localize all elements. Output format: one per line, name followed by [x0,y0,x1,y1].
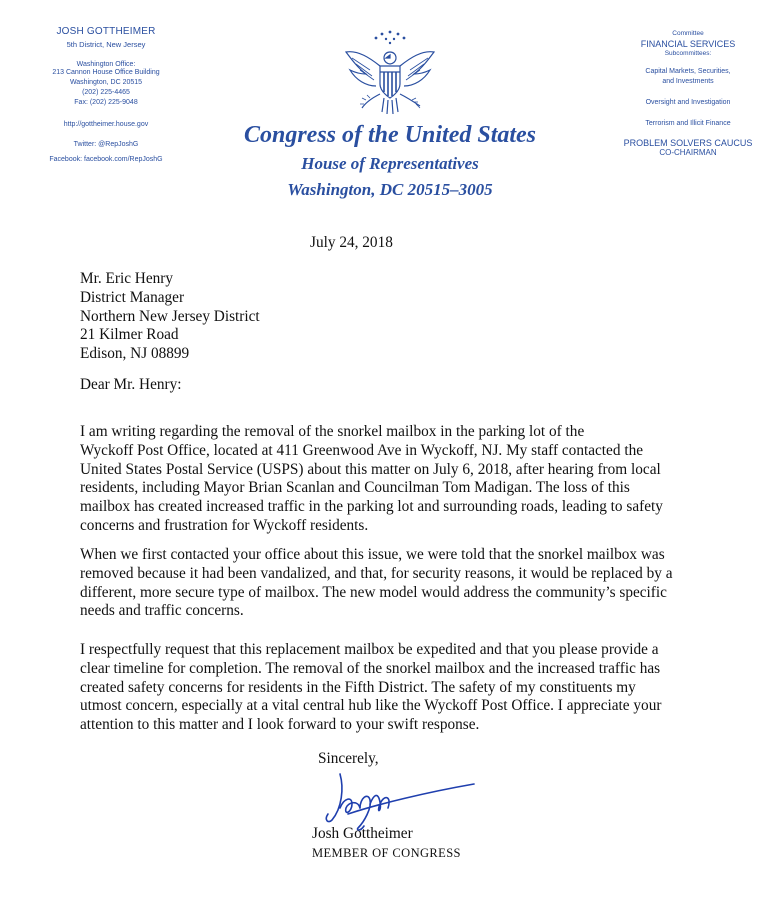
body-line: United States Postal Service (USPS) about this matter on July 6, 2018, after hearing from local [80,460,661,478]
congress-title: Congress of the United States [243,122,537,148]
recipient-line: Northern New Jersey District [80,307,260,325]
office-phone: (202) 225-4465 [82,89,130,96]
location-line: Washington, DC 20515–3005 [287,180,493,199]
signer-title: MEMBER OF CONGRESS [312,845,461,860]
body-line: Wyckoff Post Office, located at 411 Greenwood Ave in Wyckoff, NJ. My staff contacted the [80,441,644,459]
website-link[interactable]: http://gottheimer.house.gov [63,121,149,128]
recipient-line: 21 Kilmer Road [80,326,179,344]
caucus-role: CO-CHAIRMAN [659,148,717,157]
body-line: needs and traffic concerns. [80,602,244,620]
subcommittee-item: Terrorism and Illicit Finance [645,120,731,127]
caucus-name: PROBLEM SOLVERS CAUCUS [623,138,753,148]
subcommittees-label: Subcommittees: [664,50,712,57]
office-address-line: Washington, DC 20515 [69,79,143,86]
recipient-line: District Manager [80,288,185,306]
eagle-seal-icon [340,28,440,120]
body-paragraph-2 [80,546,700,621]
signer-block [312,825,461,863]
body-line: I am writing regarding the removal of the snorkel mailbox in the parking lot of the [80,423,585,440]
committee-label: Committee [672,30,704,37]
body-line: residents, including Mayor Brian Scanlan and Councilman Tom Madigan. The loss of this [80,479,630,497]
office-address-line: 213 Cannon House Office Building [52,69,160,76]
body-line: different, more secure type of mailbox. The new model would address the community’s specific [80,583,667,601]
recipient-line: Edison, NJ 08899 [80,345,190,363]
body-line: concerns and frustration for Wyckoff residents. [80,516,369,534]
body-line: When we first contacted your office about this issue, we were told that the snorkel mailbox was [80,546,665,563]
body-paragraph-3 [80,641,700,735]
facebook-link[interactable]: Facebook: facebook.com/RepJoshG [49,156,163,163]
letter-date: July 24, 2018 [310,234,393,251]
body-line: attention to this matter and I look forward to your swift response. [80,716,480,734]
committee-name: FINANCIAL SERVICES [640,39,736,49]
body-line: I respectfully request that this replacement mailbox be expedited and that you please provide a [80,641,659,658]
body-line: removed because it had been vandalized, and that, for security reasons, it would be replaced by a [80,564,673,582]
twitter-handle[interactable]: Twitter: @RepJoshG [73,141,139,148]
closing: Sincerely, [318,750,379,767]
subcommittee-item: and Investments [662,78,714,85]
letterhead-left [6,26,206,163]
office-fax: Fax: (202) 225-9048 [74,99,138,106]
letterhead-right [598,30,778,157]
body-line: mailbox has created increased traffic in the parking lot and surrounding roads, leading to safety [80,498,663,516]
member-district: 5th District, New Jersey [66,40,146,49]
office-heading: Washington Office: [76,61,136,68]
recipient-line: Mr. Eric Henry [80,270,174,287]
member-name: JOSH GOTTHEIMER [56,26,156,37]
body-paragraph-1 [80,423,700,536]
subcommittee-item: Oversight and Investigation [645,99,731,106]
recipient-address [80,270,260,364]
body-line: clear timeline for completion. The removal of the snorkel mailbox and the increased traffic has [80,659,661,677]
chamber-title: House of Representatives [301,154,479,173]
subcommittee-item: Capital Markets, Securities, [645,68,731,75]
body-line: created safety concerns for residents in the Fifth District. The safety of my constituents my [80,678,636,696]
signer-name: Josh Gottheimer [312,825,413,842]
body-line: utmost concern, especially at a vital central hub like the Wyckoff Post Office. I appreciate your [80,697,662,715]
salutation: Dear Mr. Henry: [80,376,182,393]
